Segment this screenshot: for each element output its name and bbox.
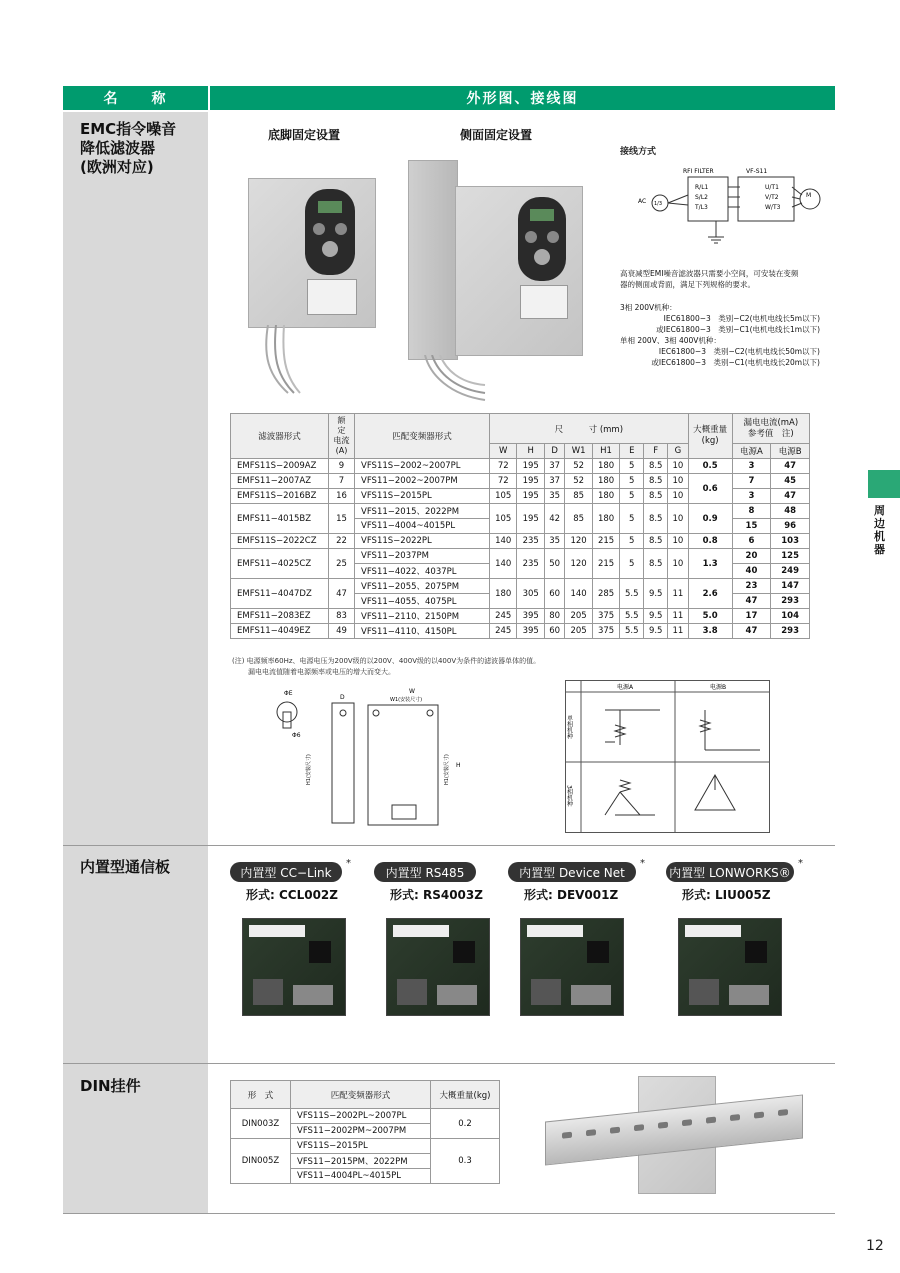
side-label: 周 边 机 器 xyxy=(874,504,885,556)
board-photo-0 xyxy=(242,918,346,1016)
board-star: * xyxy=(346,858,351,869)
section-title-din: DIN挂件 xyxy=(80,1077,141,1095)
section-divider xyxy=(63,1213,835,1214)
svg-text:S/L2: S/L2 xyxy=(695,194,708,201)
table-row: EMFS11−4049EZ 49 VFS11−4110、4150PL 245 395 60 205 375 5.5 9.5 11 3.8 47 293 xyxy=(231,624,810,639)
board-model-2: 形式: DEV001Z xyxy=(524,888,619,902)
label-three-phase: 3相机种 xyxy=(565,785,573,807)
emc-description: 高衰减型EMI噪音滤波器只需要小空间，可安装在变频 器的侧面或背面，满足下列规格的要求。 xyxy=(620,269,799,289)
svg-text:电源A: 电源A xyxy=(617,684,634,691)
svg-text:U/T1: U/T1 xyxy=(765,184,779,191)
filter-cables-icon xyxy=(258,325,318,395)
svg-text:V/T2: V/T2 xyxy=(765,194,779,201)
emc-filter-table: 滤波器形式 额 定 电流 (A) 匹配变频器形式 尺 寸 (mm) 大概重量 (kg) 漏电电流(mA) 参考值 注) W H D W1 H1 E F G 电源A 电源B EMFS11S−2009AZ 9 VFS11S−2002~2007PL 72 195 37 52 180 5 8.5 10 0.5 3 47 EMFS11−2007AZ 7 VFS11−2002~2007PM 72 195 37 52 180 5 8.5 10 0.6 7 45 EMFS11S−2016BZ 16 VFS11S−2015PL 105 195 35 85 180 5 8.5 10 3 47 EMFS11−4015BZ 15 VFS11−2015、2022PM 105 195 42 85 180 5 8.5 10 0.9 8 48 VFS11−4004~4015PL 15 96 EMFS11S−2022CZ 22 VFS11S−2022PL 140 235 35 120 215 5 8.5 10 0.8 6 103 EMFS11−4025CZ 25 VFS11−2037PM 140 235 50 120 215 5 8.5 10 1.3 20 125 VFS11−4022、4037PL 40 249 EMFS11−4047DZ 47 VFS11−2055、2075PM 180 305 60 140 285 5.5 9.5 11 2.6 23 147 VFS11−4055、4075PL 47 293 EMFS11−2083EZ 83 VFS11−2110、2150PM 245 395 80 205 375 5.5 9.5 11 5.0 17 104 EMFS11−4049EZ 49 VFS11−4110、4150PL 245 395 60 205 375 5.5 9.5 11 3.8 47 293 xyxy=(230,413,810,639)
emc-spec: 3相 200V机种： IEC61800−3 类别−C2(电机电线长5m以下) 或IEC61800−3 类别−C1(电机电线长1m以下) 单相 200V、3相 400V机种： IEC61800−3 类别−C2(电机电线长50m以下) 或IEC61800−3 类别−C1(电机电线长20m以下) xyxy=(620,303,820,367)
table-row: EMFS11S−2022CZ 22 VFS11S−2022PL 140 235 35 120 215 5 8.5 10 0.8 6 103 xyxy=(231,534,810,549)
wiring-title: 接线方式 xyxy=(620,147,657,157)
filter-photo-side-mount xyxy=(455,186,583,356)
table-row: EMFS11S−2016BZ 16 VFS11S−2015PL 105 195 35 85 180 5 8.5 10 3 47 xyxy=(231,489,810,504)
table-notes: (注) 电源频率60Hz、电源电压为200V级的以200V、400V级的以400V为条件的滤波器单体的值。 漏电电流值随着电源频率或电压的增大而变大。 xyxy=(232,657,541,676)
side-tab xyxy=(868,470,900,498)
left-column xyxy=(63,112,208,1213)
board-model-3: 形式: LIU005Z xyxy=(682,888,771,902)
svg-text:H1(安装尺寸): H1(安装尺寸) xyxy=(306,754,312,785)
board-star: * xyxy=(798,858,803,869)
section-title-emc: EMC指令噪音 降低滤波器 (欧洲对应) xyxy=(80,120,177,176)
svg-text:M: M xyxy=(806,192,812,199)
header-name: 名 称 xyxy=(63,86,208,110)
table-row: DIN003Z VFS11S−2002PL~2007PL 0.2 xyxy=(231,1109,500,1124)
board-photo-1 xyxy=(386,918,490,1016)
svg-text:W: W xyxy=(409,688,415,695)
svg-text:W/T3: W/T3 xyxy=(765,204,781,211)
section-divider xyxy=(63,845,835,846)
rfi-label: RFI FILTER xyxy=(683,168,714,175)
svg-text:T/L3: T/L3 xyxy=(695,204,708,211)
svg-text:Φ6: Φ6 xyxy=(292,732,301,739)
table-row: EMFS11−4025CZ 25 VFS11−2037PM 140 235 50 120 215 5 8.5 10 1.3 20 125 xyxy=(231,549,810,564)
table-row: VFS11−2002PM~2007PM xyxy=(231,1124,500,1139)
filter-photo-side-bracket xyxy=(408,160,458,360)
keypad-icon xyxy=(518,197,566,281)
din-table: 形 式 匹配变频器形式 大概重量(kg) DIN003Z VFS11S−2002PL~2007PL 0.2 VFS11−2002PM~2007PM DIN005Z VFS11S−2015PL 0.3 VFS11−2015PM、2022PM VFS11−4004PL~4015PL xyxy=(230,1080,500,1184)
filter-photo-base-mount xyxy=(248,178,376,328)
table-row: VFS11−4055、4075PL 47 293 xyxy=(231,594,810,609)
filter-cables-icon xyxy=(420,355,490,405)
section-title-comm: 内置型通信板 xyxy=(80,858,171,876)
board-pill-2: 内置型 Device Net xyxy=(508,862,636,882)
board-photo-3 xyxy=(678,918,782,1016)
board-photo-2 xyxy=(520,918,624,1016)
svg-text:H: H xyxy=(456,762,461,769)
svg-text:D: D xyxy=(340,694,345,701)
table-row: VFS11−4004~4015PL 15 96 xyxy=(231,519,810,534)
vf-label: VF-S11 xyxy=(746,168,768,175)
board-pill-1: 内置型 RS485 xyxy=(374,862,476,882)
table-row: EMFS11−2083EZ 83 VFS11−2110、2150PM 245 395 80 205 375 5.5 9.5 11 5.0 17 104 xyxy=(231,609,810,624)
keypad-icon xyxy=(305,189,355,275)
board-pill-0: 内置型 CC−Link xyxy=(230,862,342,882)
label-single-phase: 单相机种 xyxy=(565,715,573,739)
section-divider xyxy=(63,1063,835,1064)
svg-text:AC: AC xyxy=(638,198,647,205)
table-row: VFS11−4022、4037PL 40 249 xyxy=(231,564,810,579)
table-row: EMFS11−4047DZ 47 VFS11−2055、2075PM 180 305 60 140 285 5.5 9.5 11 2.6 23 147 xyxy=(231,579,810,594)
table-row: EMFS11S−2009AZ 9 VFS11S−2002~2007PL 72 195 37 52 180 5 8.5 10 0.5 3 47 xyxy=(231,459,810,474)
board-model-0: 形式: CCL002Z xyxy=(246,888,338,902)
header-drawing: 外形图、接线图 xyxy=(210,86,835,110)
board-star: * xyxy=(640,858,645,869)
page-number: 12 xyxy=(866,1238,884,1254)
board-pill-3: 内置型 LONWORKS® xyxy=(666,862,794,882)
table-row: VFS11−2015PM、2022PM xyxy=(231,1154,500,1169)
svg-text:1/3: 1/3 xyxy=(654,201,663,207)
board-model-1: 形式: RS4003Z xyxy=(390,888,483,902)
svg-text:ΦE: ΦE xyxy=(284,690,293,697)
caption-side-mount: 侧面固定设置 xyxy=(460,128,533,142)
wiring-diagram xyxy=(620,165,830,250)
svg-text:R/L1: R/L1 xyxy=(695,184,709,191)
svg-text:H1(安装尺寸): H1(安装尺寸) xyxy=(444,754,450,785)
leakage-circuit-diagram xyxy=(565,680,770,833)
table-row: VFS11−4004PL~4015PL xyxy=(231,1169,500,1184)
table-row: DIN005Z VFS11S−2015PL 0.3 xyxy=(231,1139,500,1154)
svg-text:W1(安装尺寸): W1(安装尺寸) xyxy=(390,697,423,703)
table-row: EMFS11−4015BZ 15 VFS11−2015、2022PM 105 195 42 85 180 5 8.5 10 0.9 8 48 xyxy=(231,504,810,519)
svg-text:电源B: 电源B xyxy=(710,684,727,691)
table-row: EMFS11−2007AZ 7 VFS11−2002~2007PM 72 195 37 52 180 5 8.5 10 0.6 7 45 xyxy=(231,474,810,489)
dimension-drawing xyxy=(262,685,462,835)
caption-base-mount: 底脚固定设置 xyxy=(268,128,341,142)
